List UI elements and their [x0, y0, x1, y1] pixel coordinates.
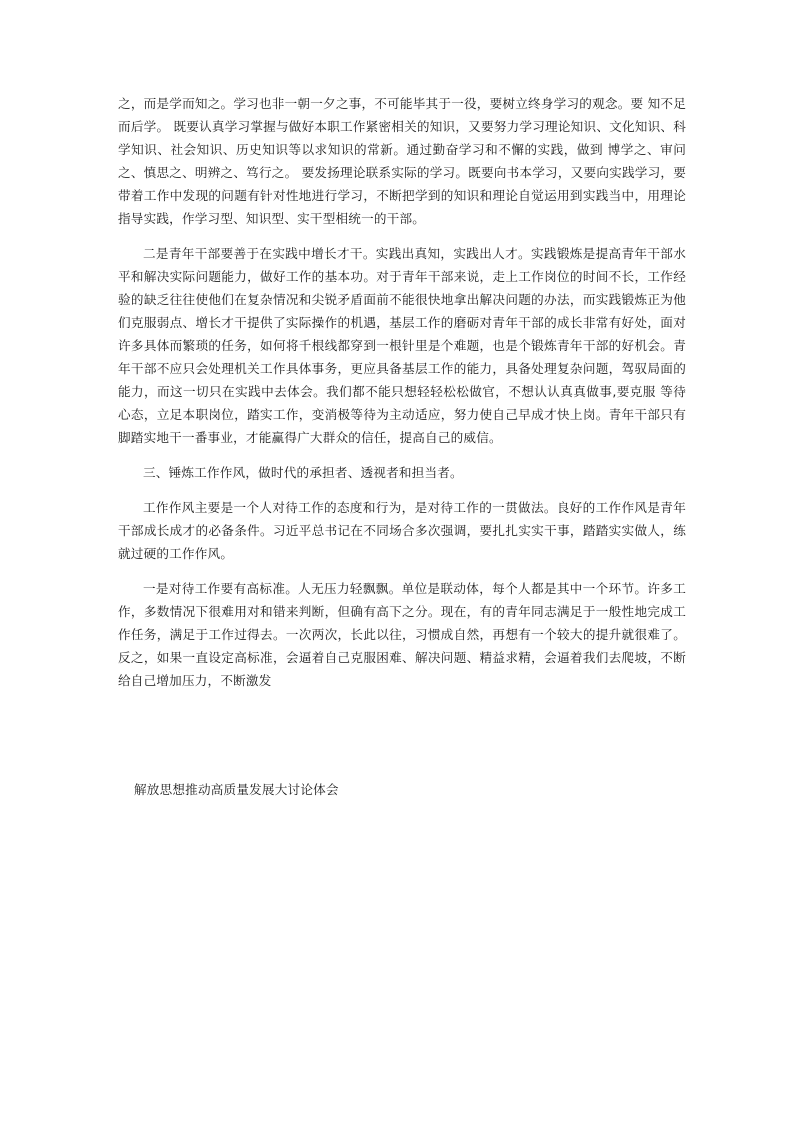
paragraph-gap [118, 565, 686, 577]
paragraph-gap [118, 449, 686, 461]
paragraph-practice: 二是青年干部要善于在实践中增长才干。实践出真知，实践出人才。实践锻炼是提高青年干部水平和解决实际问题能力，做好工作的基本功。对于青年干部来说，走上工作岗位的时间不长，工作经验的缺乏往往使他们在复杂情况和尖锐矛盾面前不能很快地拿出解决问题的办法，而实践锻炼正为他们克服弱点、增长才干提供了实际操作的机遇，基层工作的磨砺对青年干部的成长非常有好处，面对许多具体而繁琐的任务，如何将千根线都穿到一根针里是个难题，也是个锻炼青年干部的好机会。青年干部不应只会处理机关工作具体事务，更应具备基层工作的能力，具备处理复杂问题，驾驭局面的能力，而这一切只在实践中去体会。我们都不能只想轻轻松松做官，不想认认真真做事,要克服 等待 心态，立足本职岗位，踏实工作，变消极等待为主动适应，努力使自己早成才快上岗。青年干部只有脚踏实地干一番事业，才能赢得广大群众的信任，提高自己的威信。 [118, 246, 686, 445]
document-body [118, 92, 686, 692]
paragraph-gap [118, 484, 686, 496]
document-footer-title: 解放思想推动高质量发展大讨论体会 [134, 782, 339, 797]
paragraph-work-style: 工作作风主要是一个人对待工作的态度和行为，是对待工作的一贯做法。良好的工作作风是青年干部成长成才的必备条件。习近平总书记在不同场合多次强调，要扎扎实实干事，踏踏实实做人，练就过硬的工作作风。 [118, 500, 686, 561]
paragraph-study-continuation: 之，而是学而知之。学习也非一朝一夕之事，不可能毕其于一役，要树立终身学习的观念。要 知不足而后学。 既要认真学习掌握与做好本职工作紧密相关的知识，又要努力学习理论知识、文化知识、科学知识、社会知识、历史知识等以求知识的常新。通过勤奋学习和不懈的实践，做到 博学之、审问之、慎思之、明辨之、笃行之。 要发扬理论联系实际的学习。既要向书本学习，又要向实践学习，要带着工作中发现的问题有针对性地进行学习，不断把学到的知识和理论自觉运用到实践当中，用理论指导实践，作学习型、知识型、实干型相统一的干部。 [118, 96, 686, 226]
section-heading-work-style: 三、锤炼工作作风，做时代的承担者、透视者和担当者。 [143, 465, 463, 480]
paragraph-high-standard: 一是对待工作要有高标准。人无压力轻飘飘。单位是联动体，每个人都是其中一个环节。许多工作，多数情况下很难用对和错来判断，但确有高下之分。现在，有的青年同志满足于一般性地完成工作任务，满足于工作过得去。一次两次，长此以往，习惯成自然，再想有一个较大的提升就很难了。反之，如果一直设定高标准，会逼着自己克服困难、解决问题、精益求精，会逼着我们去爬坡，不断给自己增加压力，不断激发 [118, 581, 686, 688]
paragraph-gap [118, 230, 686, 242]
